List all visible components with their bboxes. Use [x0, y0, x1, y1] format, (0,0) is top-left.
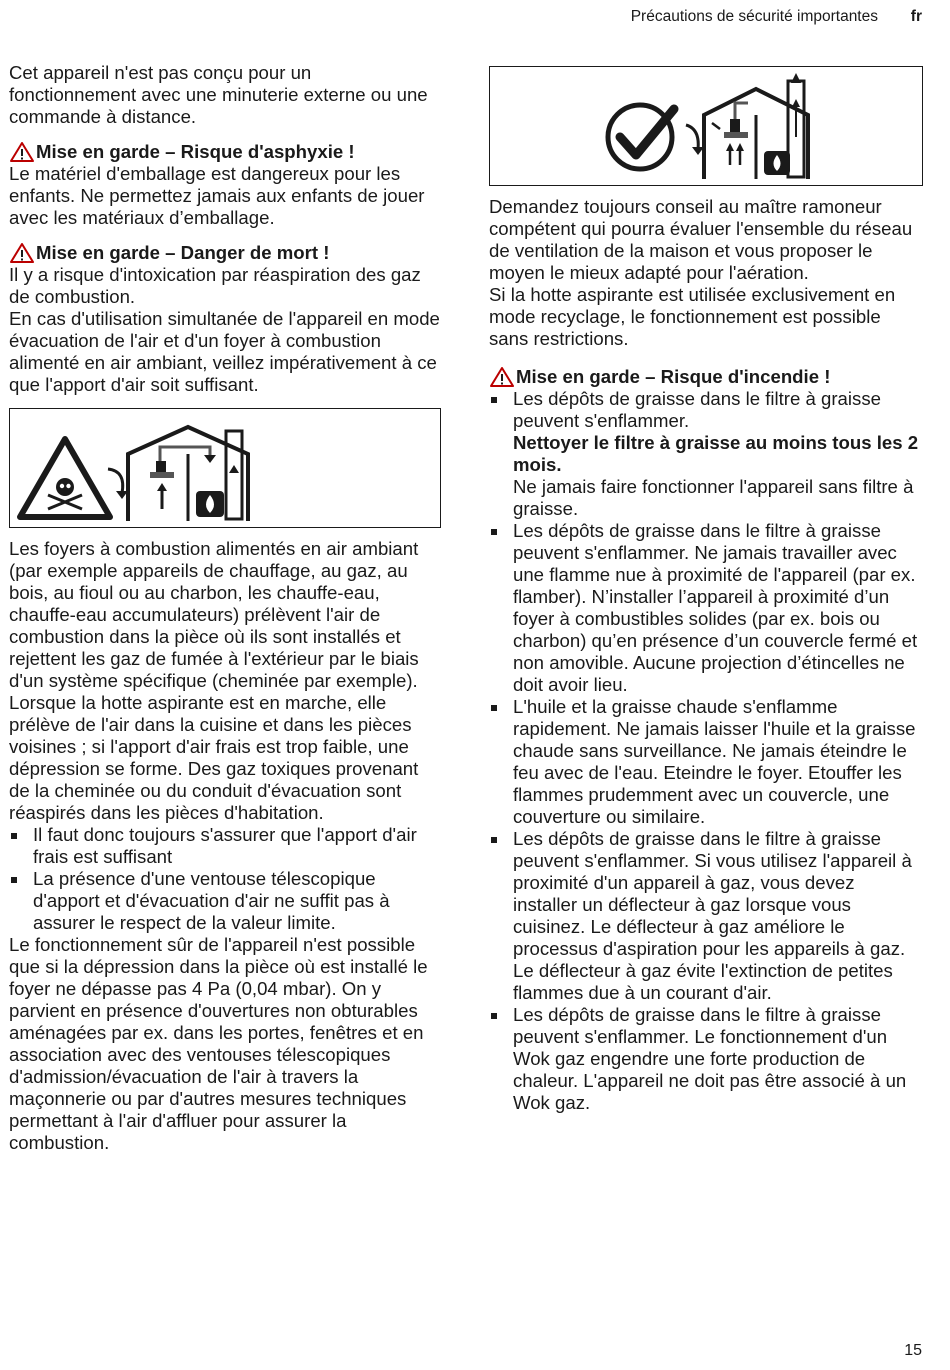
warning-title: Mise en garde – Risque d'asphyxie !: [36, 141, 355, 162]
warning-text: Le matériel d'emballage est dangereux pour les enfants. Ne permettez jamais aux enfants de jouer avec les matériaux d’emballage.: [9, 163, 425, 228]
warning-heading-fire: [489, 366, 923, 388]
body-paragraph: Les foyers à combustion alimentés en air ambiant (par exemple appareils de chauffage, au gaz, au bois, au fioul ou au charbon, les chauffe-eau, chauffe-eau accumulateurs) prélèvent l'air de combustion dans la pièce où ils sont installés et rejettent les gaz de fumée à l'extérieur par le biais d'un système spécifique (cheminée par exemple).: [9, 538, 419, 691]
body-paragraph: Si la hotte aspirante est utilisée exclusivement en mode recyclage, le fonctionnement est possible sans restrictions.: [489, 284, 896, 349]
warning-heading-asphyxia: [9, 141, 441, 163]
warning-triangle-icon: [9, 242, 35, 264]
ok-figure: [489, 66, 923, 186]
list-item-bold-instruction: Nettoyer le filtre à graisse au moins tous les 2 mois.: [513, 432, 919, 475]
warning-text: En cas d'utilisation simultanée de l'appareil en mode évacuation de l'air et d'un foyer à combustion alimenté en air ambiant, veillez impérativement à ce que l'apport d'air soit suffisant.: [9, 308, 440, 395]
right-column: [489, 66, 923, 1114]
list-item: L'huile et la graisse chaude s'enflamme rapidement. Ne jamais laisser l'huile et la graisse chaude sans surveillance. Ne jamais éteindre le feu avec de l'eau. Eteindre le foyer. Etouffer les flammes prudemment avec un couvercle, une couverture ou similaire.: [489, 696, 923, 828]
list-item: Il faut donc toujours s'assurer que l'apport d'air frais est suffisant: [9, 824, 441, 868]
list-item: La présence d'une ventouse télescopique d'apport et d'évacuation d'air ne suffit pas à assurer le respect de la valeur limite.: [9, 868, 441, 934]
intro-paragraph: Cet appareil n'est pas conçu pour un fonctionnement avec une minuterie externe ou une commande à distance.: [9, 62, 428, 127]
list-item: [489, 388, 923, 520]
page-header: [0, 8, 950, 30]
warning-text: Il y a risque d'intoxication par réaspiration des gaz de combustion.: [9, 264, 421, 307]
list-item: Les dépôts de graisse dans le filtre à graisse peuvent s'enflammer. Si vous utilisez l'appareil à proximité d'un appareil à gaz, vous devez installer un déflecteur à gaz lorsque vous cuisinez. Le déflecteur à gaz améliore le processus d'aspiration pour les appareils à gaz. Le déflecteur à gaz évite l'extinction de petites flammes due à un courant d'air.: [489, 828, 923, 1004]
header-language: fr: [910, 8, 922, 25]
warning-heading-death: [9, 242, 441, 264]
warning-triangle-icon: [489, 366, 515, 388]
list-item-text: Ne jamais faire fonctionner l'appareil sans filtre à graisse.: [513, 476, 914, 519]
body-paragraph: Demandez toujours conseil au maître ramoneur compétent qui pourra évaluer l'ensemble du réseau de ventilation de la maison et vous proposer le moyen le mieux adapté pour l'aération.: [489, 196, 913, 283]
header-title: Précautions de sécurité importantes: [630, 8, 878, 25]
list-item: Les dépôts de graisse dans le filtre à graisse peuvent s'enflammer. Le fonctionnement d'un Wok gaz engendre une forte production de chaleur. L'appareil ne doit pas être associé à un Wok gaz.: [489, 1004, 923, 1114]
fire-bullet-list: [489, 388, 923, 1114]
danger-figure: [9, 408, 441, 528]
warning-triangle-icon: [9, 141, 35, 163]
list-item-text: Les dépôts de graisse dans le filtre à graisse peuvent s'enflammer.: [513, 388, 881, 431]
warning-title: Mise en garde – Risque d'incendie !: [516, 366, 831, 387]
list-item: Les dépôts de graisse dans le filtre à graisse peuvent s'enflammer. Ne jamais travailler avec une flamme nue à proximité de l'appareil (par ex. flamber). N’installer l’appareil à proximité d’un foyer à combustibles solides (par ex. bois ou charbon) qu’en présence d’un couvercle fermé et non amovible. Aucune projection d’étincelles ne doit avoir lieu.: [489, 520, 923, 696]
warning-title: Mise en garde – Danger de mort !: [36, 242, 330, 263]
page-number: 15: [904, 1342, 922, 1359]
left-column: [9, 62, 441, 1154]
checkmark-house-diagram: [490, 67, 922, 185]
body-paragraph: Lorsque la hotte aspirante est en marche, elle prélève de l'air dans la cuisine et dans les pièces voisines ; si l'apport d'air frais est trop faible, une dépression se forme. Des gaz toxiques provenant de la cheminée ou du conduit d'évacuation sont réaspirés dans les pièces d'habitation.: [9, 692, 419, 823]
skull-warning-house-diagram: [10, 409, 440, 527]
body-paragraph: Le fonctionnement sûr de l'appareil n'est possible que si la dépression dans la pièce où est installé le foyer ne dépasse pas 4 Pa (0,04 mbar). On y parvient en présence d'ouvertures non obturables aménagées par ex. dans les portes, fenêtres et en association avec des ventouses télescopiques d'admission/évacuation de l'air à travers la maçonnerie ou par d'autres mesures techniques permettant à l'air d'affluer pour assurer la combustion.: [9, 934, 428, 1153]
bullet-list: [9, 824, 441, 934]
